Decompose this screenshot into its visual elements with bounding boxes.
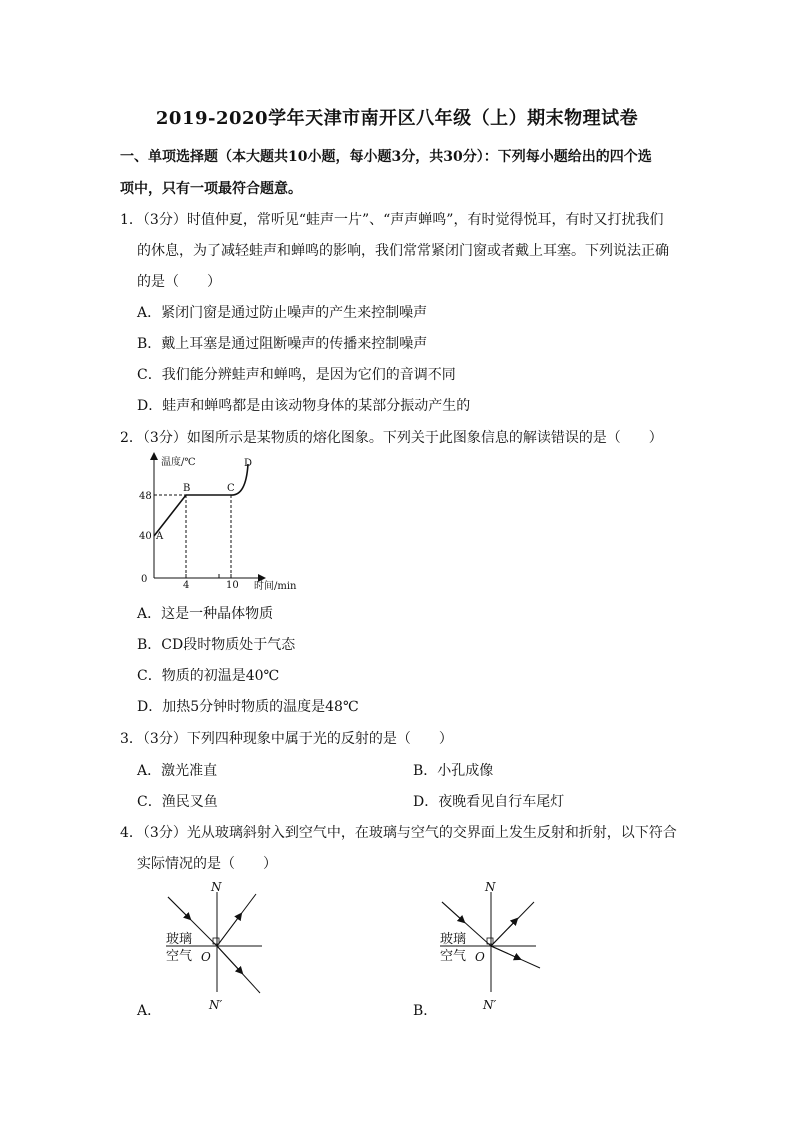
q3-option-b: B．小孔成像 xyxy=(413,763,494,779)
melting-curve xyxy=(154,464,248,536)
q2-stem: 2．（3分）如图所示是某物质的熔化图象。下列关于此图象信息的解读错误的是（ ） xyxy=(120,430,663,446)
x-tick-label-4: 4 xyxy=(183,580,190,591)
q1-stem-line1: 1．（3分）时值仲夏，常听见“蛙声一片”、“声声蝉鸣”，有时觉得悦耳，有时又打扰我们 xyxy=(120,212,664,228)
normal-bottom-label: N′ xyxy=(483,998,497,1011)
q2-option-d: D．加热5分钟时物质的温度是48℃ xyxy=(137,699,359,715)
incident-arrow xyxy=(168,897,190,919)
ray-diagram-a xyxy=(160,876,270,1011)
normal-top-label: N xyxy=(485,880,496,894)
point-c-label: C xyxy=(227,483,235,494)
reflected-arrow xyxy=(491,919,517,946)
refracted-arrow xyxy=(491,946,520,959)
page-title: 2019-2020学年天津市南开区八年级（上）期末物理试卷 xyxy=(155,108,639,129)
normal-bottom-label: N′ xyxy=(209,998,223,1011)
point-o-label: O xyxy=(475,950,485,964)
y-tick-48: 48 xyxy=(139,491,152,502)
medium-air-label: 空气 xyxy=(166,949,193,964)
q1-option-a: A．紧闭门窗是通过防止噪声的产生来控制噪声 xyxy=(137,305,428,321)
q3-option-d: D．夜晚看见自行车尾灯 xyxy=(413,794,565,810)
q4-option-a-label: A． xyxy=(137,1003,162,1019)
ray-diagram-b xyxy=(434,876,544,1011)
origin-label: 0 xyxy=(141,574,148,585)
q1-option-c: C．我们能分辨蛙声和蝉鸣，是因为它们的音调不同 xyxy=(137,367,456,383)
section-heading-line1: 一、单项选择题（本大题共10小题，每小题3分，共30分）：下列每小题给出的四个选 xyxy=(120,149,652,165)
reflected-arrow xyxy=(217,914,241,946)
x-tick-label-10: 10 xyxy=(226,580,239,591)
refracted-arrow xyxy=(217,946,242,973)
medium-glass-label: 玻璃 xyxy=(440,932,467,947)
point-o-label: O xyxy=(201,950,211,964)
q4-stem-line1: 4．（3分）光从玻璃斜射入到空气中，在玻璃与空气的交界面上发生反射和折射，以下符合 xyxy=(120,825,677,841)
q4-option-b-label: B． xyxy=(413,1003,438,1019)
melting-graph xyxy=(130,450,320,598)
q2-option-c: C．物质的初温是40℃ xyxy=(137,668,280,684)
section-heading-line2: 项中，只有一项最符合题意。 xyxy=(120,181,302,197)
q3-option-c: C．渔民叉鱼 xyxy=(137,794,218,810)
point-a-label: A xyxy=(156,531,164,542)
q3-stem: 3．（3分）下列四种现象中属于光的反射的是（ ） xyxy=(120,731,453,747)
q1-option-b: B．戴上耳塞是通过阻断噪声的传播来控制噪声 xyxy=(137,336,428,352)
y-tick-40: 40 xyxy=(139,531,152,542)
q2-option-b: B．CD段时物质处于气态 xyxy=(137,637,296,653)
x-axis-label: 时间/min xyxy=(254,581,297,592)
point-b-label: B xyxy=(183,483,191,494)
q1-option-d: D．蛙声和蝉鸣都是由该动物身体的某部分振动产生的 xyxy=(137,398,471,414)
medium-air-label: 空气 xyxy=(440,949,467,964)
y-axis-label: 温度/℃ xyxy=(161,457,196,468)
q3-option-a: A．激光准直 xyxy=(137,763,218,779)
normal-top-label: N xyxy=(211,880,222,894)
medium-glass-label: 玻璃 xyxy=(166,932,193,947)
point-d-label: D xyxy=(244,458,253,469)
q2-option-a: A．这是一种晶体物质 xyxy=(137,606,274,622)
q1-stem-line2: 的休息，为了减轻蛙声和蝉鸣的影响，我们常常紧闭门窗或者戴上耳塞。下列说法正确 xyxy=(137,243,669,259)
q4-stem-line2: 实际情况的是（ ） xyxy=(137,856,277,872)
incident-arrow xyxy=(442,902,464,922)
q1-stem-line3: 的是（ ） xyxy=(137,274,221,290)
